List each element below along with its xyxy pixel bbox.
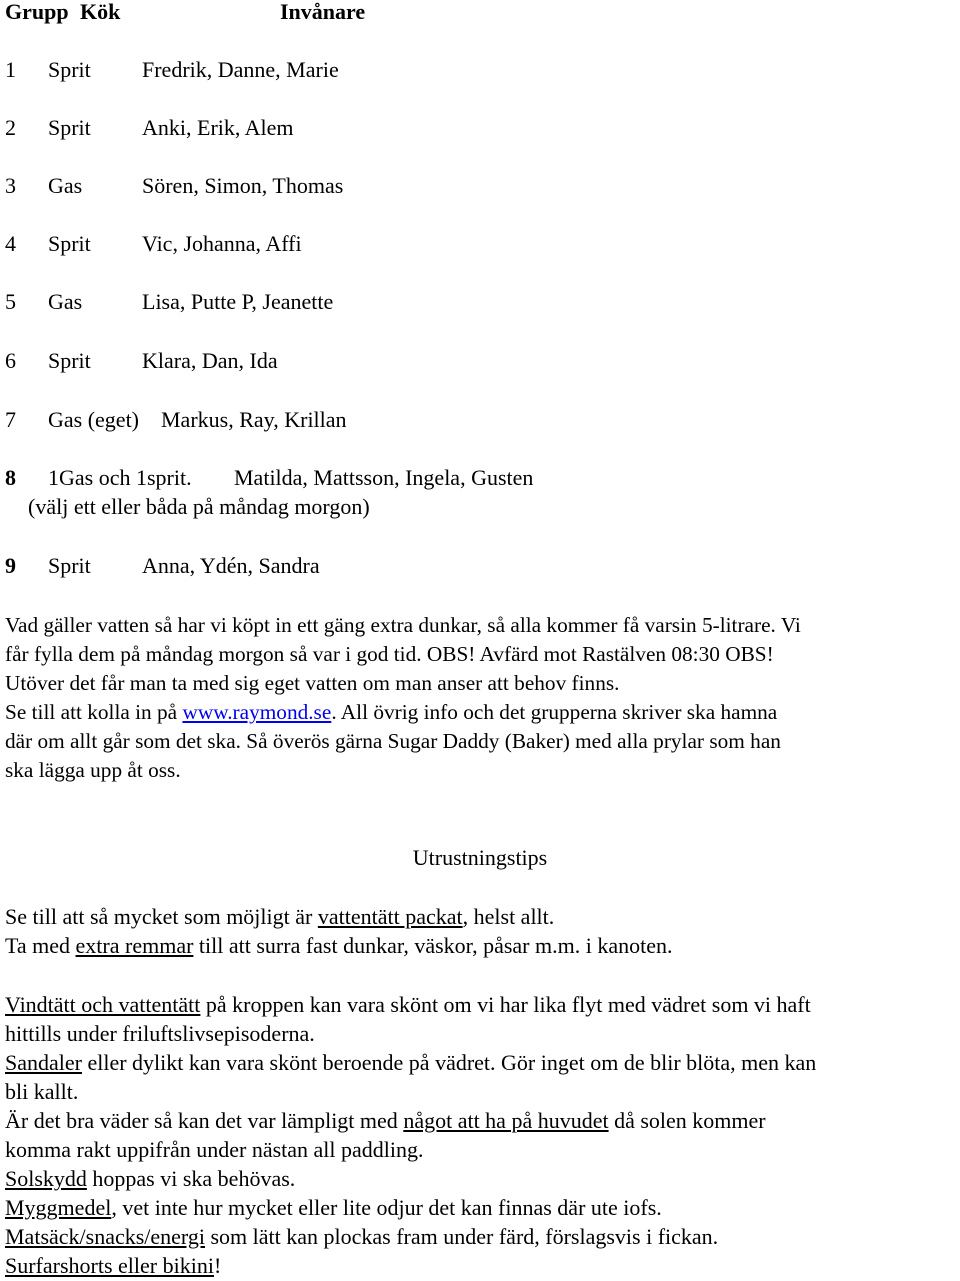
tip-line — [5, 1222, 955, 1251]
tip-text: Är det bra väder så kan det var lämpligt med — [5, 1108, 404, 1133]
tip-highlight: Myggmedel — [5, 1195, 112, 1220]
group-number: 1 — [5, 57, 16, 82]
tip-highlight: Vindtätt och vattentätt — [5, 992, 201, 1017]
kitchen-header-label: Kök — [80, 0, 121, 24]
group-note: (välj ett eller båda på måndag morgon) — [28, 494, 370, 519]
tip-line: hittills under friluftslivsepisoderna. — [5, 1021, 315, 1046]
tip-text: Ta med — [5, 933, 76, 958]
tip-text: , vet inte hur mycket eller lite odjur det kan finnas där ute iofs. — [111, 1195, 662, 1220]
tip-highlight: extra remmar — [75, 933, 194, 958]
tip-line — [5, 1251, 955, 1280]
residents-header-label: Invånare — [280, 0, 366, 24]
group-number: 2 — [5, 115, 16, 140]
group-kitchen: Sprit — [48, 348, 91, 373]
tip-text: på kroppen kan vara skönt om vi har lika flyt med vädret som vi haft — [200, 992, 811, 1017]
tip-highlight: Matsäck/snacks/energi — [5, 1224, 205, 1249]
equipment-tips-list — [5, 990, 955, 1280]
tip-line: komma rakt uppifrån under nästan all paddling. — [5, 1137, 424, 1162]
group-kitchen: Gas (eget) — [48, 407, 140, 432]
water-info-line — [5, 698, 955, 727]
group-kitchen: Gas — [48, 289, 83, 314]
group-residents: Anki, Erik, Alem — [142, 115, 294, 140]
tip-line: bli kallt. — [5, 1079, 79, 1104]
water-info-line: Utöver det får man ta med sig eget vatten om man anser att behov finns. — [5, 671, 620, 695]
group-number: 6 — [5, 348, 16, 373]
group-residents: Fredrik, Danne, Marie — [142, 57, 339, 82]
group-number: 8 — [5, 465, 16, 490]
group-number: 3 — [5, 173, 16, 198]
tip-highlight: Surfarshorts eller bikini — [5, 1253, 214, 1278]
group-kitchen: Sprit — [48, 115, 91, 140]
group-residents: Sören, Simon, Thomas — [142, 173, 344, 198]
tip-line — [5, 902, 955, 931]
tip-text: till att surra fast dunkar, väskor, påsar m.m. i kanoten. — [193, 933, 673, 958]
group-number: 9 — [5, 553, 16, 578]
raymond-link[interactable]: www.raymond.se — [182, 700, 332, 724]
tip-line — [5, 1193, 955, 1222]
tip-text: eller dylikt kan vara skönt beroende på vädret. Gör inget om de blir blöta, men kan — [81, 1050, 817, 1075]
water-info-paragraph — [5, 611, 955, 785]
group-kitchen: Sprit — [48, 231, 91, 256]
tip-line — [5, 1106, 955, 1135]
group-number: 5 — [5, 289, 16, 314]
tip-highlight: Sandaler — [5, 1050, 82, 1075]
tip-highlight: vattentätt packat — [317, 904, 463, 929]
group-kitchen: Sprit — [48, 57, 91, 82]
equipment-title: Utrustningstips — [412, 845, 548, 870]
group-kitchen: Gas — [48, 173, 83, 198]
tip-text: , helst allt. — [462, 904, 555, 929]
group-kitchen: Sprit — [48, 553, 91, 578]
group-number: 7 — [5, 407, 16, 432]
group-residents: Markus, Ray, Krillan — [161, 407, 347, 432]
tip-highlight: något att ha på huvudet — [403, 1108, 609, 1133]
group-kitchen: 1Gas och 1sprit. — [48, 465, 192, 490]
tip-text: hoppas vi ska behövas. — [86, 1166, 296, 1191]
tip-text: som lätt kan plockas fram under färd, förslagsvis i fickan. — [204, 1224, 719, 1249]
tip-line — [5, 990, 955, 1019]
water-info-text: . All övrig info och det grupperna skriver ska hamna — [331, 700, 778, 724]
tip-text: Se till att så mycket som möjligt är — [5, 904, 318, 929]
water-info-text: Se till att kolla in på — [5, 700, 183, 724]
tip-text: ! — [213, 1253, 222, 1278]
equipment-tips-top — [5, 902, 955, 960]
group-residents: Klara, Dan, Ida — [142, 348, 278, 373]
tip-line — [5, 1048, 955, 1077]
tip-highlight: Solskydd — [5, 1166, 87, 1191]
group-residents: Vic, Johanna, Affi — [142, 231, 302, 256]
group-residents: Matilda, Mattsson, Ingela, Gusten — [234, 465, 534, 490]
group-number: 4 — [5, 231, 16, 256]
group-residents: Anna, Ydén, Sandra — [142, 553, 320, 578]
water-info-line: ska lägga upp åt oss. — [5, 758, 181, 782]
tip-line — [5, 1164, 955, 1193]
water-info-line: får fylla dem på måndag morgon så var i god tid. OBS! Avfärd mot Rastälven 08:30 OBS! — [5, 642, 774, 666]
water-info-line: Vad gäller vatten så har vi köpt in ett gäng extra dunkar, så alla kommer få varsin 5-litrare. Vi — [5, 613, 801, 637]
tip-text: då solen kommer — [608, 1108, 766, 1133]
tip-line — [5, 931, 955, 960]
group-residents: Lisa, Putte P, Jeanette — [142, 289, 334, 314]
water-info-line: där om allt går som det ska. Så överös gärna Sugar Daddy (Baker) med alla prylar som han — [5, 729, 781, 753]
group-header-label: Grupp — [5, 0, 69, 24]
